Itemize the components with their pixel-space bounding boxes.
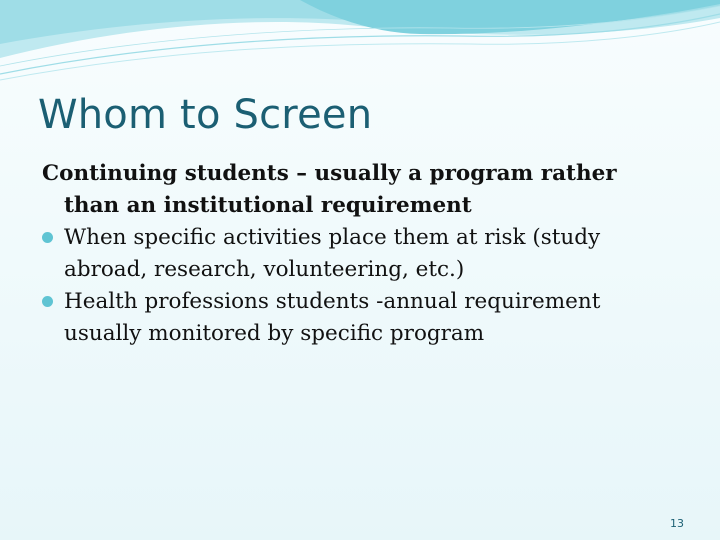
body-text	[42, 158, 662, 350]
header-swoosh-decoration	[0, 0, 720, 90]
bullet-dot-icon	[42, 296, 53, 307]
slide-number: 13	[670, 517, 684, 530]
paragraph-continuing-students	[42, 158, 662, 222]
paragraph-text: Continuing students – usually a program rather than an institutional requirement	[42, 161, 617, 218]
bullet-health-professions	[42, 286, 662, 350]
bullet-text: When specific activities place them at risk (study abroad, research, volunteering, etc.)	[64, 225, 601, 282]
bullet-text: Health professions students -annual requirement usually monitored by specific program	[64, 289, 601, 346]
slide-title: Whom to Screen	[38, 92, 373, 138]
bullet-specific-activities	[42, 222, 662, 286]
bullet-dot-icon	[42, 232, 53, 243]
